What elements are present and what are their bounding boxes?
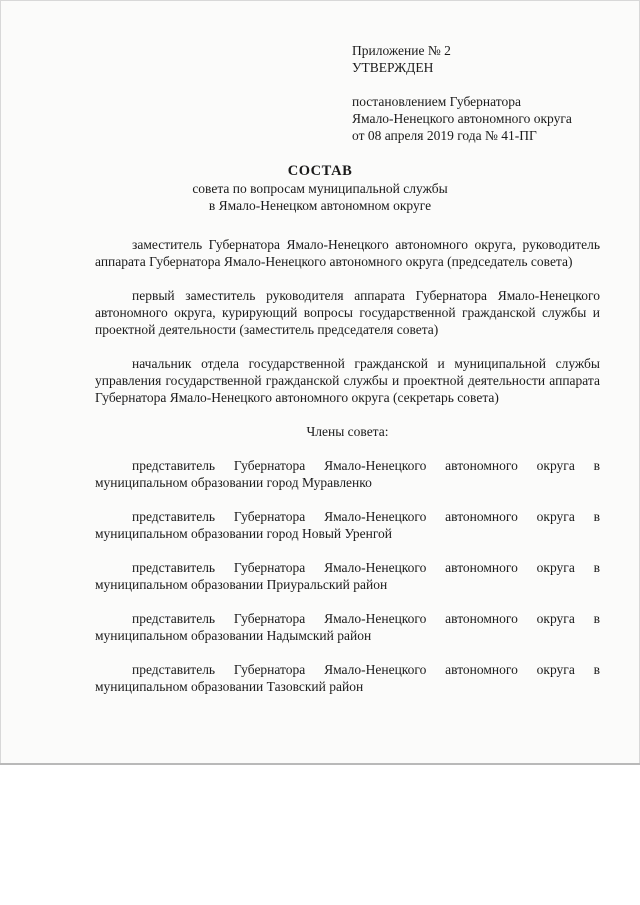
approved-label: УТВЕРЖДЕН [352, 60, 434, 75]
member-item: представитель Губернатора Ямало-Ненецкого автономного округа в муниципальном образовании Приуральский район [95, 560, 600, 592]
member-item: представитель Губернатора Ямало-Ненецкого автономного округа в муниципальном образовании город Новый Уренгой [95, 509, 600, 541]
document-heading [0, 163, 640, 214]
document-subtitle-2: в Ямало-Ненецком автономном округе [208, 198, 432, 213]
decree-line-1: постановлением Губернатора [352, 94, 521, 109]
document-subtitle-1: совета по вопросам муниципальной службы [192, 181, 448, 196]
member-item: представитель Губернатора Ямало-Ненецкого автономного округа в муниципальном образовании город Муравленко [95, 458, 600, 490]
member-item: представитель Губернатора Ямало-Ненецкого автономного округа в муниципальном образовании Надымский район [95, 611, 600, 643]
decree-line-3: от 08 апреля 2019 года № 41-ПГ [352, 128, 537, 143]
member-item: представитель Губернатора Ямало-Ненецкого автономного округа в муниципальном образовании Тазовский район [95, 662, 600, 694]
decree-line-2: Ямало-Ненецкого автономного округа [352, 111, 572, 126]
approval-stamp [352, 42, 572, 144]
document-title: СОСТАВ [287, 163, 353, 179]
leader-chairman: заместитель Губернатора Ямало-Ненецкого автономного округа, руководитель аппарата Губернатора Ямало-Ненецкого автономного округа (председатель совета) [95, 237, 600, 269]
leader-secretary: начальник отдела государственной гражданской и муниципальной службы управления государственной гражданской службы и проектной деятельности аппарата Губернатора Ямало-Ненецкого автономного округа (секретарь совета) [95, 356, 600, 405]
members-heading: Члены совета: [306, 424, 389, 439]
appendix-number: Приложение № 2 [352, 43, 451, 58]
leader-deputy-chairman: первый заместитель руководителя аппарата Губернатора Ямало-Ненецкого автономного округа, курирующий вопросы государственной гражданской службы и проектной деятельности (заместитель председателя совета) [95, 288, 600, 337]
composition-list [95, 236, 600, 712]
